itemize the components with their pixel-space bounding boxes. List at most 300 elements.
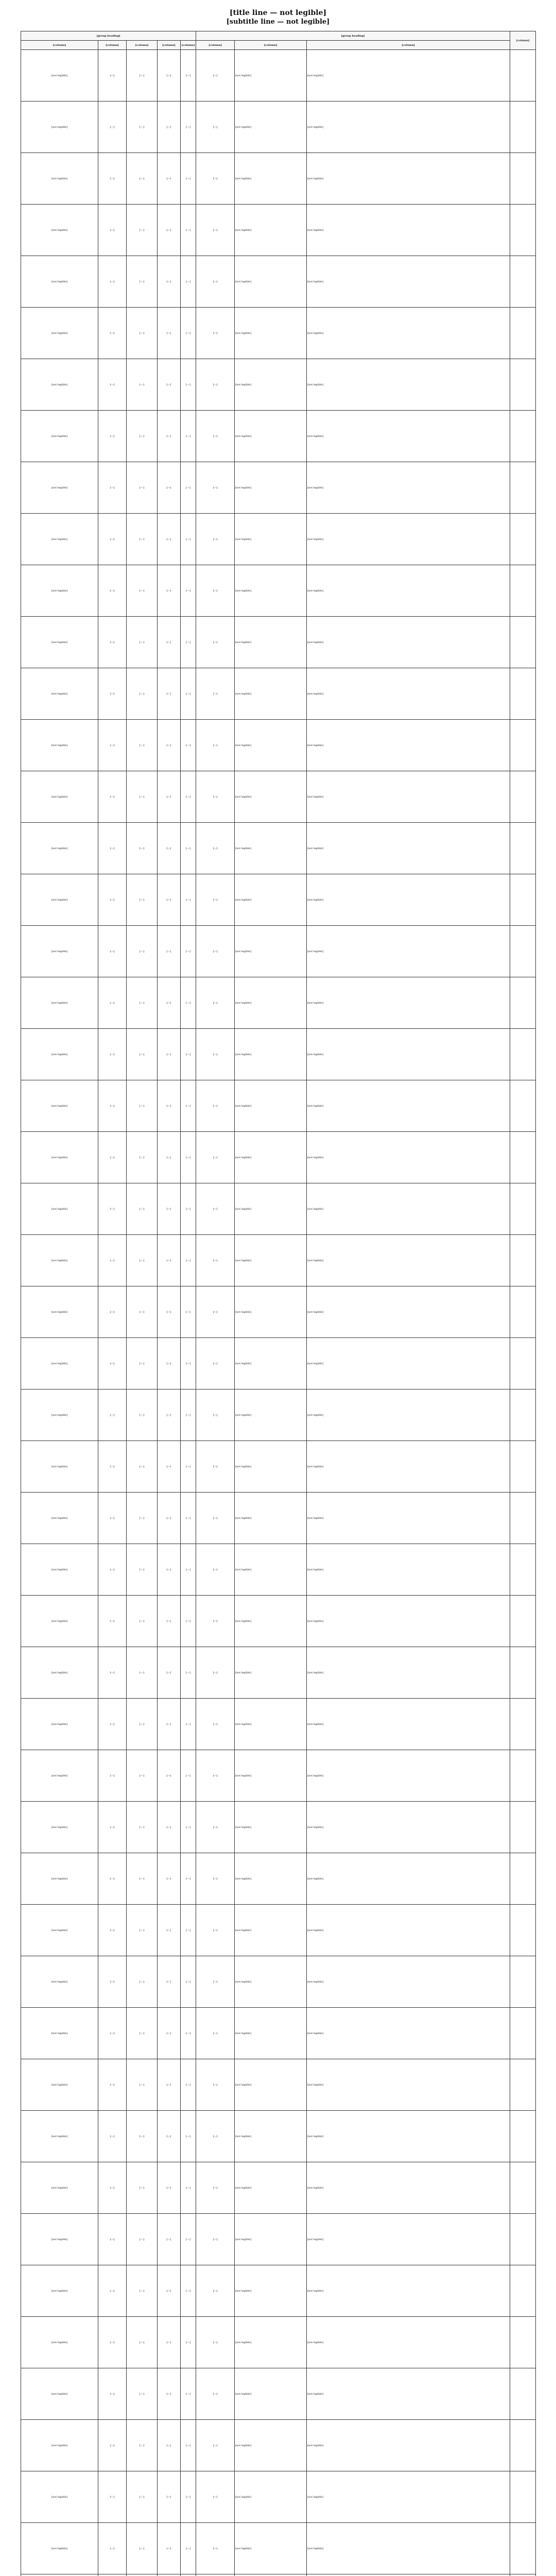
cell-major: [not legible] <box>235 308 307 359</box>
cell-unit: [not legible] <box>21 2471 98 2523</box>
cell-unit: [not legible] <box>21 2420 98 2471</box>
table-row <box>21 1647 536 1699</box>
cell-category: [—] <box>98 2265 127 2317</box>
cell-category: [—] <box>98 1441 127 1493</box>
cell-position: [—] <box>127 514 158 565</box>
cell-notes <box>510 2523 536 2574</box>
cell-position: [—] <box>127 1235 158 1286</box>
table-row <box>21 2317 536 2368</box>
cell-category: [—] <box>98 565 127 617</box>
cell-notes <box>510 2008 536 2059</box>
cell-code: [—] <box>158 823 181 874</box>
cell-notes <box>510 50 536 101</box>
cell-notes <box>510 2368 536 2420</box>
cell-code: [—] <box>158 50 181 101</box>
table-row <box>21 1286 536 1338</box>
table-row <box>21 1596 536 1647</box>
cell-other: [not legible] <box>307 411 510 462</box>
table-row <box>21 462 536 514</box>
cell-code: [—] <box>158 926 181 977</box>
cell-unit: [not legible] <box>21 771 98 823</box>
cell-position: [—] <box>127 2059 158 2111</box>
cell-position: [—] <box>127 1183 158 1235</box>
cell-major: [not legible] <box>235 720 307 771</box>
cell-category: [—] <box>98 926 127 977</box>
cell-other: [not legible] <box>307 720 510 771</box>
cell-category: [—] <box>98 823 127 874</box>
cell-notes <box>510 1080 536 1132</box>
cell-unit: [not legible] <box>21 2111 98 2162</box>
cell-count: [—] <box>181 1853 196 1905</box>
cell-education: [—] <box>196 2368 235 2420</box>
cell-unit: [not legible] <box>21 1080 98 1132</box>
cell-position: [—] <box>127 101 158 153</box>
cell-other: [not legible] <box>307 2162 510 2214</box>
cell-count: [—] <box>181 823 196 874</box>
table-row <box>21 514 536 565</box>
cell-position: [—] <box>127 1596 158 1647</box>
cell-position: [—] <box>127 205 158 256</box>
cell-code: [—] <box>158 977 181 1029</box>
cell-count: [—] <box>181 514 196 565</box>
cell-position: [—] <box>127 668 158 720</box>
table-row <box>21 2214 536 2265</box>
cell-notes <box>510 1596 536 1647</box>
cell-count: [—] <box>181 2111 196 2162</box>
cell-count: [—] <box>181 1080 196 1132</box>
cell-major: [not legible] <box>235 1441 307 1493</box>
cell-major: [not legible] <box>235 977 307 1029</box>
cell-other: [not legible] <box>307 2317 510 2368</box>
cell-major: [not legible] <box>235 2059 307 2111</box>
cell-unit: [not legible] <box>21 1493 98 1544</box>
cell-count: [—] <box>181 1647 196 1699</box>
cell-category: [—] <box>98 256 127 308</box>
cell-education: [—] <box>196 1750 235 1802</box>
cell-position: [—] <box>127 1647 158 1699</box>
cell-other: [not legible] <box>307 1029 510 1080</box>
col-header-notes: [column] <box>510 31 536 50</box>
cell-notes <box>510 2059 536 2111</box>
cell-education: [—] <box>196 1544 235 1596</box>
table-row <box>21 1544 536 1596</box>
cell-category: [—] <box>98 977 127 1029</box>
title-line-2: [subtitle line — not legible] <box>226 18 330 26</box>
cell-notes <box>510 1029 536 1080</box>
cell-unit: [not legible] <box>21 926 98 977</box>
table-row <box>21 2265 536 2317</box>
table-row <box>21 1338 536 1389</box>
cell-education: [—] <box>196 1493 235 1544</box>
col-header-major: [column] <box>235 41 307 50</box>
cell-other: [not legible] <box>307 1750 510 1802</box>
cell-education: [—] <box>196 1699 235 1750</box>
cell-count: [—] <box>181 1286 196 1338</box>
cell-category: [—] <box>98 1802 127 1853</box>
cell-other: [not legible] <box>307 1183 510 1235</box>
cell-other: [not legible] <box>307 2420 510 2471</box>
cell-major: [not legible] <box>235 1183 307 1235</box>
cell-category: [—] <box>98 153 127 205</box>
cell-code: [—] <box>158 411 181 462</box>
cell-notes <box>510 359 536 411</box>
col-header-unit: [column] <box>21 41 98 50</box>
cell-category: [—] <box>98 50 127 101</box>
cell-position: [—] <box>127 977 158 1029</box>
cell-code: [—] <box>158 1389 181 1441</box>
cell-code: [—] <box>158 1956 181 2008</box>
cell-education: [—] <box>196 1235 235 1286</box>
cell-unit: [not legible] <box>21 1235 98 1286</box>
cell-category: [—] <box>98 1853 127 1905</box>
cell-count: [—] <box>181 1183 196 1235</box>
table-row <box>21 1699 536 1750</box>
group-header-recruit: [group heading] <box>21 31 196 41</box>
cell-position <box>127 2574 158 2576</box>
cell-notes <box>510 823 536 874</box>
cell-position: [—] <box>127 2111 158 2162</box>
cell-count: [—] <box>181 2059 196 2111</box>
table-row <box>21 1132 536 1183</box>
cell-major: [not legible] <box>235 771 307 823</box>
cell-major: [not legible] <box>235 2111 307 2162</box>
cell-education: [—] <box>196 2008 235 2059</box>
cell-major: [not legible] <box>235 1647 307 1699</box>
cell-education: [—] <box>196 359 235 411</box>
cell-major: [not legible] <box>235 1802 307 1853</box>
cell-major: [not legible] <box>235 2008 307 2059</box>
cell-major: [not legible] <box>235 359 307 411</box>
cell-notes <box>510 101 536 153</box>
cell-position: [—] <box>127 1132 158 1183</box>
cell-unit: [not legible] <box>21 1441 98 1493</box>
table-row <box>21 1802 536 1853</box>
cell-code: [—] <box>158 1286 181 1338</box>
cell-position: [—] <box>127 1493 158 1544</box>
cell-code: [—] <box>158 1853 181 1905</box>
cell-other: [not legible] <box>307 2214 510 2265</box>
cell-notes <box>510 2574 536 2576</box>
cell-position: [—] <box>127 153 158 205</box>
table-row <box>21 565 536 617</box>
cell-notes <box>510 1956 536 2008</box>
cell-notes <box>510 668 536 720</box>
cell-other: [not legible] <box>307 514 510 565</box>
cell-notes <box>510 1905 536 1956</box>
cell-major <box>235 2574 307 2576</box>
table-row <box>21 1853 536 1905</box>
cell-category: [—] <box>98 1389 127 1441</box>
cell-count: [—] <box>181 256 196 308</box>
cell-education: [—] <box>196 668 235 720</box>
cell-code: [—] <box>158 1802 181 1853</box>
cell-notes <box>510 411 536 462</box>
document-title <box>21 8 535 27</box>
cell-count: [—] <box>181 720 196 771</box>
cell-position: [—] <box>127 1853 158 1905</box>
cell-major: [not legible] <box>235 2420 307 2471</box>
cell-notes <box>510 617 536 668</box>
table-row <box>21 1441 536 1493</box>
cell-position: [—] <box>127 1750 158 1802</box>
cell-major: [not legible] <box>235 1338 307 1389</box>
cell-unit: [not legible] <box>21 1905 98 1956</box>
cell-count: [—] <box>181 153 196 205</box>
cell-code: [—] <box>158 2008 181 2059</box>
table-row <box>21 720 536 771</box>
cell-other: [not legible] <box>307 101 510 153</box>
cell-other: [not legible] <box>307 668 510 720</box>
cell-position: [—] <box>127 2214 158 2265</box>
cell-position: [—] <box>127 2008 158 2059</box>
cell-category: [—] <box>98 1338 127 1389</box>
cell-notes <box>510 256 536 308</box>
cell-major: [not legible] <box>235 1905 307 1956</box>
cell-major: [not legible] <box>235 205 307 256</box>
cell-notes <box>510 2471 536 2523</box>
cell-position: [—] <box>127 359 158 411</box>
cell-unit: [not legible] <box>21 1389 98 1441</box>
cell-code: [—] <box>158 720 181 771</box>
cell-education: [—] <box>196 874 235 926</box>
cell-category: [—] <box>98 308 127 359</box>
cell-code: [—] <box>158 1235 181 1286</box>
table-row <box>21 668 536 720</box>
cell-other: [not legible] <box>307 256 510 308</box>
table-row <box>21 823 536 874</box>
cell-code: [—] <box>158 668 181 720</box>
cell-count: [—] <box>181 411 196 462</box>
cell-education: [—] <box>196 1286 235 1338</box>
cell-code: [—] <box>158 2111 181 2162</box>
cell-unit: [not legible] <box>21 977 98 1029</box>
recruitment-table <box>21 31 536 2576</box>
header-column-row <box>21 41 536 50</box>
table-row <box>21 256 536 308</box>
cell-code: [—] <box>158 2523 181 2574</box>
cell-count: [—] <box>181 2162 196 2214</box>
table-row <box>21 1750 536 1802</box>
cell-count: [—] <box>181 1544 196 1596</box>
cell-major: [not legible] <box>235 50 307 101</box>
cell-other: [not legible] <box>307 1596 510 1647</box>
cell-count: [—] <box>181 101 196 153</box>
cell-other: [not legible] <box>307 153 510 205</box>
cell-code: [—] <box>158 2471 181 2523</box>
cell-code: [—] <box>158 2214 181 2265</box>
cell-notes <box>510 771 536 823</box>
table-row <box>21 1183 536 1235</box>
cell-major: [not legible] <box>235 2265 307 2317</box>
cell-other: [not legible] <box>307 1802 510 1853</box>
cell-category: [—] <box>98 668 127 720</box>
cell-other: [not legible] <box>307 1956 510 2008</box>
cell-category: [—] <box>98 1029 127 1080</box>
cell-unit: [not legible] <box>21 411 98 462</box>
cell-count: [—] <box>181 1029 196 1080</box>
cell-category: [—] <box>98 411 127 462</box>
col-header-count: [column] <box>181 41 196 50</box>
cell-other: [not legible] <box>307 2523 510 2574</box>
cell-education: [—] <box>196 101 235 153</box>
cell-unit: [not legible] <box>21 462 98 514</box>
cell-category: [—] <box>98 1080 127 1132</box>
cell-category: [—] <box>98 1544 127 1596</box>
table-row <box>21 101 536 153</box>
cell-major: [not legible] <box>235 823 307 874</box>
cell-count: [—] <box>181 462 196 514</box>
cell-unit: [not legible] <box>21 2368 98 2420</box>
cell-education: [—] <box>196 565 235 617</box>
cell-category: [—] <box>98 2111 127 2162</box>
cell-other: [not legible] <box>307 874 510 926</box>
cell-other: [not legible] <box>307 359 510 411</box>
cell-code: [—] <box>158 462 181 514</box>
cell-other: [not legible] <box>307 2059 510 2111</box>
col-header-education: [column] <box>196 41 235 50</box>
cell-count: [—] <box>181 874 196 926</box>
cell-unit: [not legible] <box>21 668 98 720</box>
cell-code: [—] <box>158 1544 181 1596</box>
cell-code: [—] <box>158 256 181 308</box>
table-row <box>21 308 536 359</box>
cell-notes <box>510 2265 536 2317</box>
cell-code: [—] <box>158 1080 181 1132</box>
col-header-other: [column] <box>307 41 510 50</box>
cell-position: [—] <box>127 2317 158 2368</box>
cell-category: [—] <box>98 1905 127 1956</box>
cell-unit: [not legible] <box>21 1596 98 1647</box>
col-header-position: [column] <box>127 41 158 50</box>
cell-major: [not legible] <box>235 1132 307 1183</box>
cell-category: [—] <box>98 2471 127 2523</box>
cell-other: [not legible] <box>307 1493 510 1544</box>
cell-unit: [not legible] <box>21 205 98 256</box>
cell-education: [—] <box>196 2111 235 2162</box>
cell-unit: [not legible] <box>21 2008 98 2059</box>
cell-education: [—] <box>196 205 235 256</box>
table-row <box>21 2574 536 2576</box>
cell-unit: [not legible] <box>21 2265 98 2317</box>
cell-major: [not legible] <box>235 1544 307 1596</box>
cell-category: [—] <box>98 101 127 153</box>
cell-other <box>307 2574 510 2576</box>
cell-count: [—] <box>181 1802 196 1853</box>
cell-other: [not legible] <box>307 308 510 359</box>
cell-count: [—] <box>181 1441 196 1493</box>
cell-position: [—] <box>127 1802 158 1853</box>
cell-code: [—] <box>158 1441 181 1493</box>
table-row <box>21 1389 536 1441</box>
cell-notes <box>510 1544 536 1596</box>
cell-position: [—] <box>127 617 158 668</box>
cell-unit: [not legible] <box>21 101 98 153</box>
cell-education: [—] <box>196 720 235 771</box>
cell-code: [—] <box>158 153 181 205</box>
cell-position: [—] <box>127 2471 158 2523</box>
cell-other: [not legible] <box>307 1647 510 1699</box>
cell-count: [—] <box>181 2471 196 2523</box>
cell-position: [—] <box>127 411 158 462</box>
cell-code: [—] <box>158 2265 181 2317</box>
table-row <box>21 359 536 411</box>
cell-major: [not legible] <box>235 1750 307 1802</box>
cell-major: [not legible] <box>235 514 307 565</box>
cell-count: [—] <box>181 1905 196 1956</box>
cell-count: [—] <box>181 2008 196 2059</box>
cell-major: [not legible] <box>235 1853 307 1905</box>
table-row <box>21 617 536 668</box>
cell-count: [—] <box>181 771 196 823</box>
cell-position: [—] <box>127 771 158 823</box>
title-line-1: [title line — not legible] <box>229 9 327 17</box>
cell-unit: [not legible] <box>21 565 98 617</box>
cell-unit: [not legible] <box>21 1750 98 1802</box>
cell-category: [—] <box>98 2214 127 2265</box>
cell-education: [—] <box>196 153 235 205</box>
cell-position: [—] <box>127 256 158 308</box>
cell-position: [—] <box>127 1029 158 1080</box>
cell-other: [not legible] <box>307 1853 510 1905</box>
cell-major: [not legible] <box>235 1493 307 1544</box>
cell-position: [—] <box>127 874 158 926</box>
cell-position: [—] <box>127 2368 158 2420</box>
cell-code: [—] <box>158 565 181 617</box>
cell-notes <box>510 2214 536 2265</box>
table-row <box>21 2368 536 2420</box>
cell-count: [—] <box>181 926 196 977</box>
cell-count: [—] <box>181 1596 196 1647</box>
cell-code: [—] <box>158 874 181 926</box>
cell-other: [not legible] <box>307 617 510 668</box>
cell-count: [—] <box>181 2523 196 2574</box>
cell-code: [—] <box>158 1338 181 1389</box>
cell-major: [not legible] <box>235 874 307 926</box>
cell-notes <box>510 1699 536 1750</box>
cell-education: [—] <box>196 50 235 101</box>
cell-count: [—] <box>181 50 196 101</box>
cell-education: [—] <box>196 2317 235 2368</box>
cell-category <box>98 2574 127 2576</box>
cell-other: [not legible] <box>307 977 510 1029</box>
cell-code: [—] <box>158 2162 181 2214</box>
table-row <box>21 2008 536 2059</box>
cell-unit: [not legible] <box>21 308 98 359</box>
cell-major: [not legible] <box>235 1699 307 1750</box>
cell-education: [—] <box>196 1647 235 1699</box>
cell-code: [—] <box>158 308 181 359</box>
cell-other: [not legible] <box>307 1905 510 1956</box>
cell-category: [—] <box>98 2523 127 2574</box>
cell-education: [—] <box>196 1080 235 1132</box>
cell-major: [not legible] <box>235 2523 307 2574</box>
cell-category: [—] <box>98 1493 127 1544</box>
cell-education: [—] <box>196 2471 235 2523</box>
cell-position: [—] <box>127 50 158 101</box>
table-row <box>21 2162 536 2214</box>
cell-unit: [not legible] <box>21 1183 98 1235</box>
cell-position: [—] <box>127 2523 158 2574</box>
cell-code: [—] <box>158 205 181 256</box>
cell-education: [—] <box>196 1338 235 1389</box>
cell-unit: [not legible] <box>21 874 98 926</box>
cell-code: [—] <box>158 1699 181 1750</box>
cell-category: [—] <box>98 1699 127 1750</box>
cell-category: [—] <box>98 2420 127 2471</box>
cell-count: [—] <box>181 1493 196 1544</box>
cell-other: [not legible] <box>307 1389 510 1441</box>
cell-notes <box>510 1389 536 1441</box>
